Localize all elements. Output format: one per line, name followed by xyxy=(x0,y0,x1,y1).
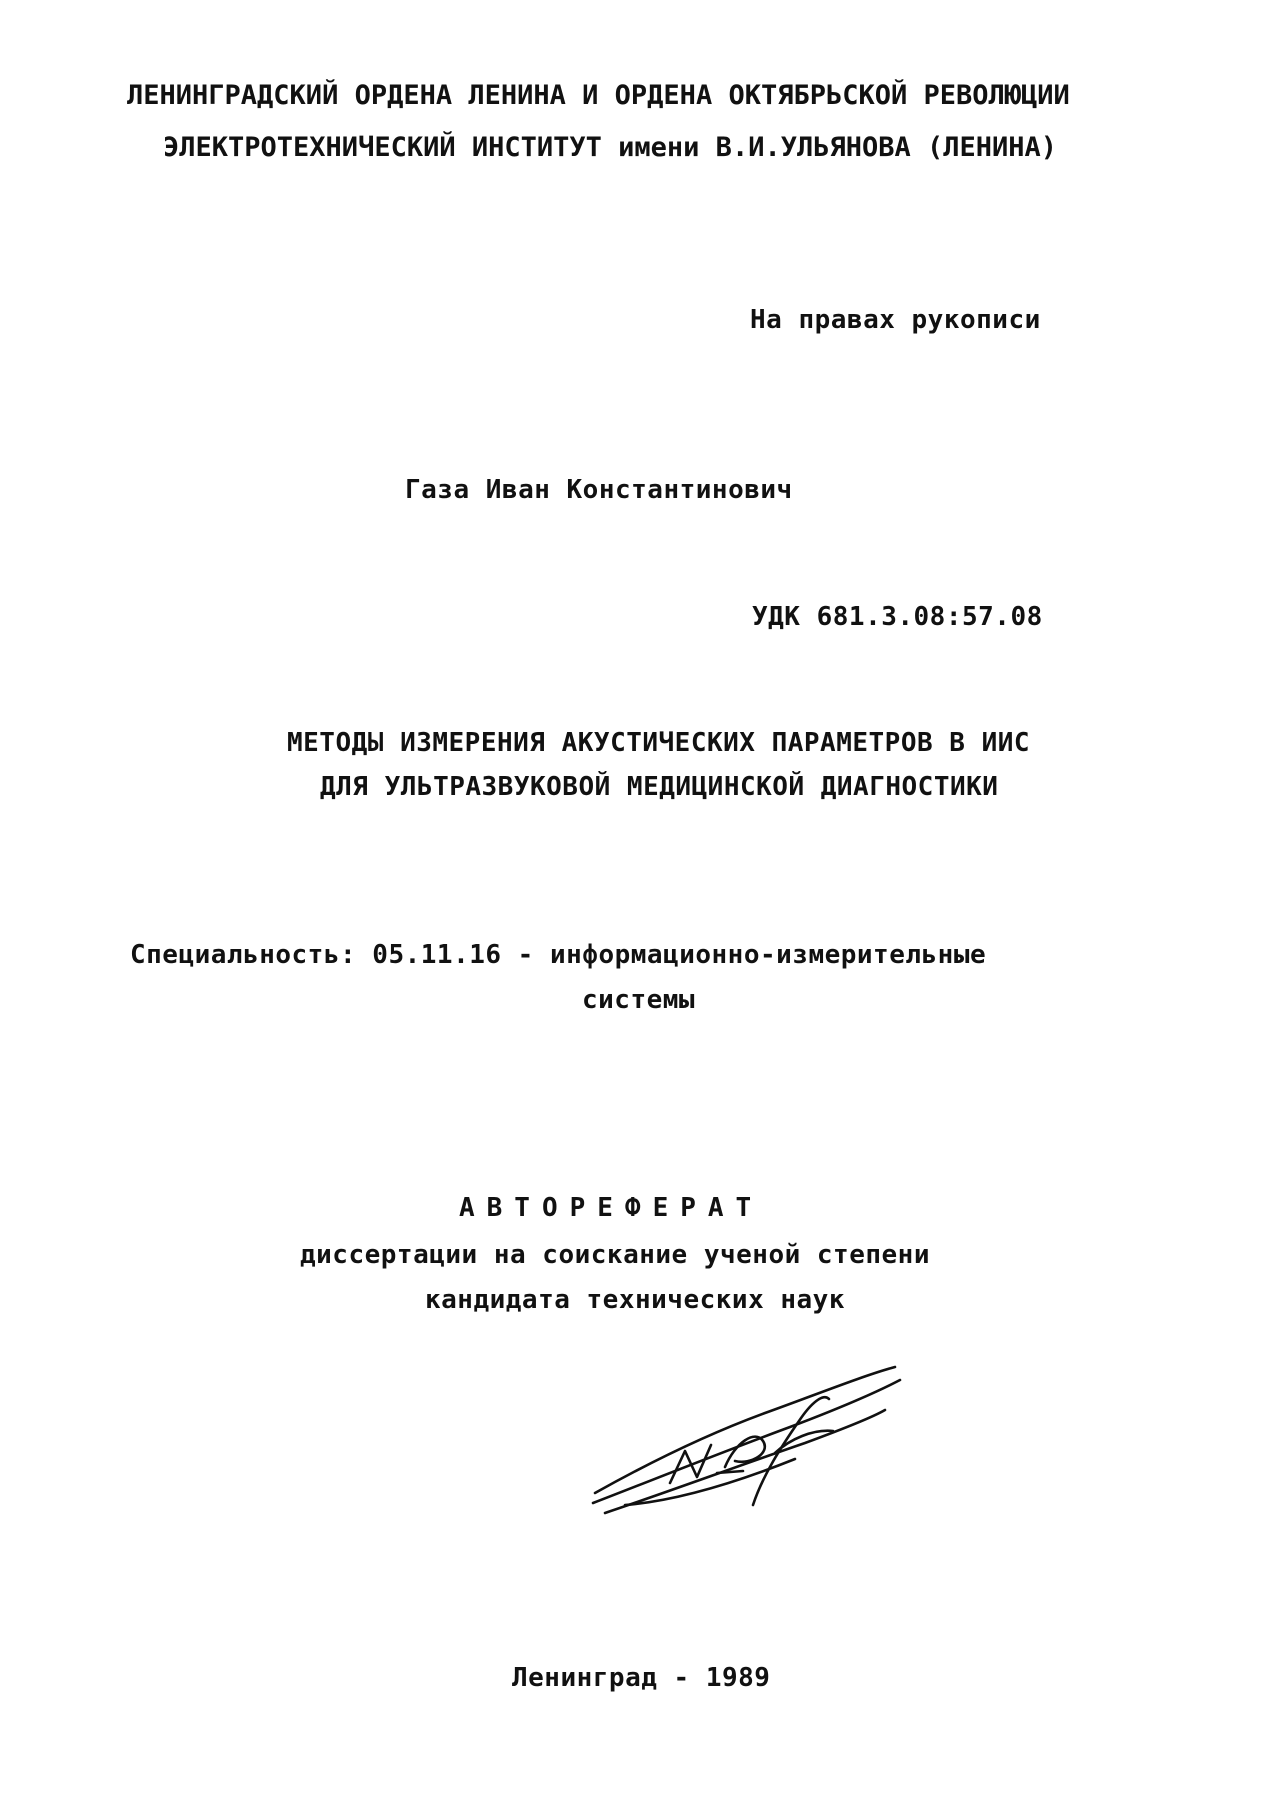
specialty-line-1: Специальность: 05.11.16 - информационно-измерительные xyxy=(130,940,987,970)
abstract-heading: АВТОРЕФЕРАТ xyxy=(459,1193,764,1223)
rights-note: На правах рукописи xyxy=(750,305,1041,335)
title-line-1: МЕТОДЫ ИЗМЕРЕНИЯ АКУСТИЧЕСКИХ ПАРАМЕТРОВ В ИИС xyxy=(287,728,1031,758)
city-year: Ленинград - 1989 xyxy=(512,1663,771,1693)
institution-line-1: ЛЕНИНГРАДСКИЙ ОРДЕНА ЛЕНИНА И ОРДЕНА ОКТЯБРЬСКОЙ РЕВОЛЮЦИИ xyxy=(127,80,1070,111)
signature-icon xyxy=(585,1355,910,1525)
abstract-line-1: диссертации на соискание ученой степени xyxy=(300,1240,930,1270)
title-line-2: ДЛЯ УЛЬТРАЗВУКОВОЙ МЕДИЦИНСКОЙ ДИАГНОСТИКИ xyxy=(320,772,999,802)
specialty-line-2: системы xyxy=(582,985,696,1015)
abstract-line-2: кандидата технических наук xyxy=(425,1285,845,1315)
udc-code: УДК 681.3.08:57.08 xyxy=(752,602,1043,632)
institution-line-2: ЭЛЕКТРОТЕХНИЧЕСКИЙ ИНСТИТУТ имени В.И.УЛЬЯНОВА (ЛЕНИНА) xyxy=(163,132,1058,163)
author-name: Газа Иван Константинович xyxy=(405,475,793,505)
